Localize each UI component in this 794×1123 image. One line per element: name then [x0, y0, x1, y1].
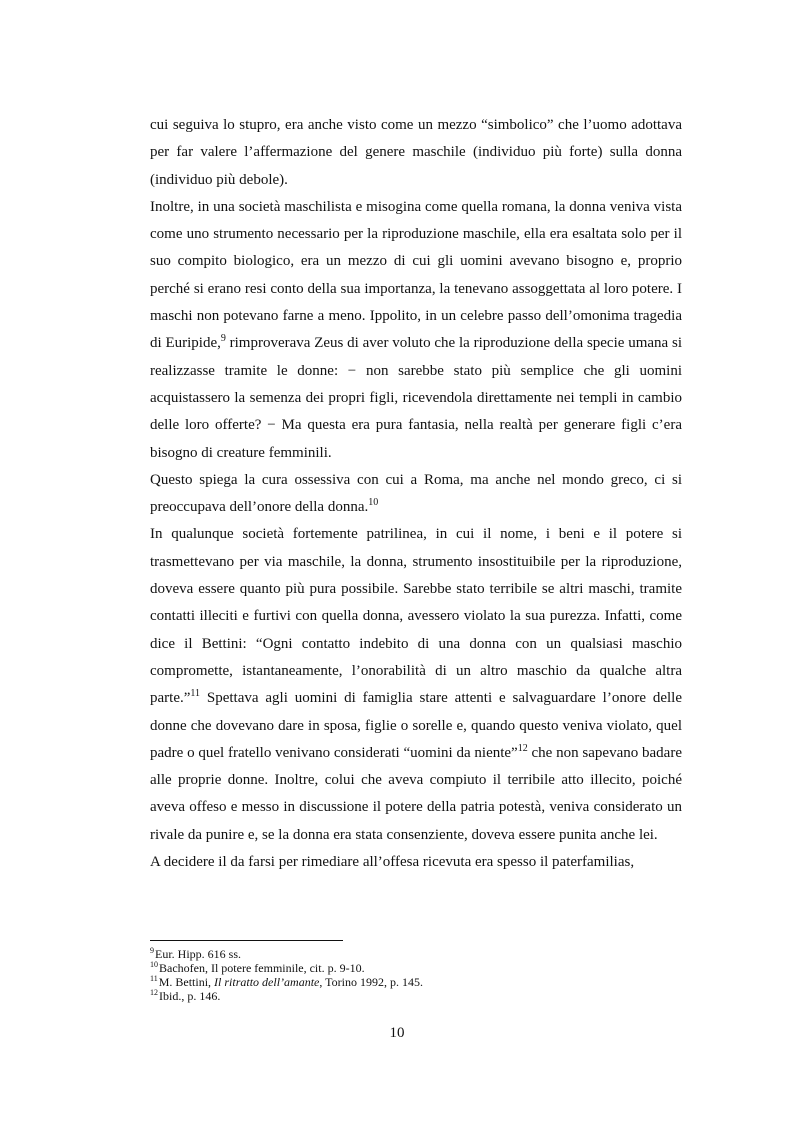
footnote-ref-12[interactable]: 12 — [517, 742, 528, 754]
paragraph-3: Questo spiega la cura ossessiva con cui a Roma, ma anche nel mondo greco, ci si preoccupava dell’onore della donna.$^{10}$ — [150, 471, 682, 516]
footnote-11: $^{11}$M. Bettini, Il ritratto dell’amante, Torino 1992, p. 145. — [150, 974, 423, 989]
footnote-ref-10[interactable]: 10 — [368, 497, 379, 509]
body-text — [150, 112, 682, 876]
footnotes — [150, 947, 690, 1003]
paragraph-4: In qualunque società fortemente patrilinea, in cui il nome, i beni e il potere si trasmettevano per via maschile, la donna, strumento insostituibile per la riproduzione, doveva essere quanto più pura possibile. Sarebbe stato terribile se altri maschi, tramite contatti illeciti e furtivi con quella donna, avessero violato la sua purezza. Infatti, come dice il Bettini: “Ogni contatto indebito di una donna con un qualsiasi maschio compromette, istantaneamente, l’onorabilità di un altro maschio da qualche altra parte.”$^{11}$ Spettava agli uomini di famiglia stare attenti e salvaguardare l’onore delle donne che dovevano dare in sposa, figlie o sorelle e, quando questo veniva violato, quel padre o quel fratello venivano considerati “uomini da niente”$^{12}$ che non sapevano badare alle proprie donne. Inoltre, colui che aveva compiuto il terribile atto illecito, poiché aveva offeso e messo in discussione il potere della patria potestà, veniva considerato un rivale da punire e, se la donna era stata consenziente, doveva essere punita anche lei. — [150, 526, 682, 843]
page-number: 10 — [389, 1025, 405, 1041]
paragraph-5: A decidere il da farsi per rimediare all’offesa ricevuta era spesso il paterfamilias, — [150, 854, 635, 871]
footnote-ref-11[interactable]: 11 — [190, 688, 201, 700]
footnote-separator — [150, 940, 343, 941]
footnote-ref-9[interactable]: 9 — [220, 333, 226, 345]
footnote-10: $^{10}$Bachofen, Il potere femminile, cit. p. 9-10. — [150, 960, 365, 975]
paragraph-1: cui seguiva lo stupro, era anche visto come un mezzo “simbolico” che l’uomo adottava per far valere l’affermazione del genere maschile (individuo più forte) sulla donna (individuo più debole). — [150, 117, 682, 188]
footnote-12: $^{12}$Ibid., p. 146. — [150, 988, 221, 1003]
paragraph-2: Inoltre, in una società maschilista e misogina come quella romana, la donna veniva vista come uno strumento necessario per la riproduzione maschile, ella era esaltata solo per il suo compito biologico, era un mezzo di cui gli uomini avevano bisogno e, proprio perché si erano resi conto della sua importanza, la tenevano assoggettata al loro potere. I maschi non potevano farne a meno. Ippolito, in un celebre passo dell’omonima tragedia di Euripide,$^9$ rimproverava Zeus di aver voluto che la riproduzione della specie umana si realizzasse tramite le donne: − non sarebbe stato più semplice che gli uomini acquistassero la semenza dei propri figli, ricevendola direttamente nei templi in cambio delle loro offerte? − Ma questa era pura fantasia, nella realtà per generare figli c’era bisogno di creature femminili. — [150, 198, 682, 461]
book-title: Il ritratto dell’amante — [214, 975, 320, 989]
footnote-9: $^9$Eur. Hipp. 616 ss. — [150, 946, 242, 961]
